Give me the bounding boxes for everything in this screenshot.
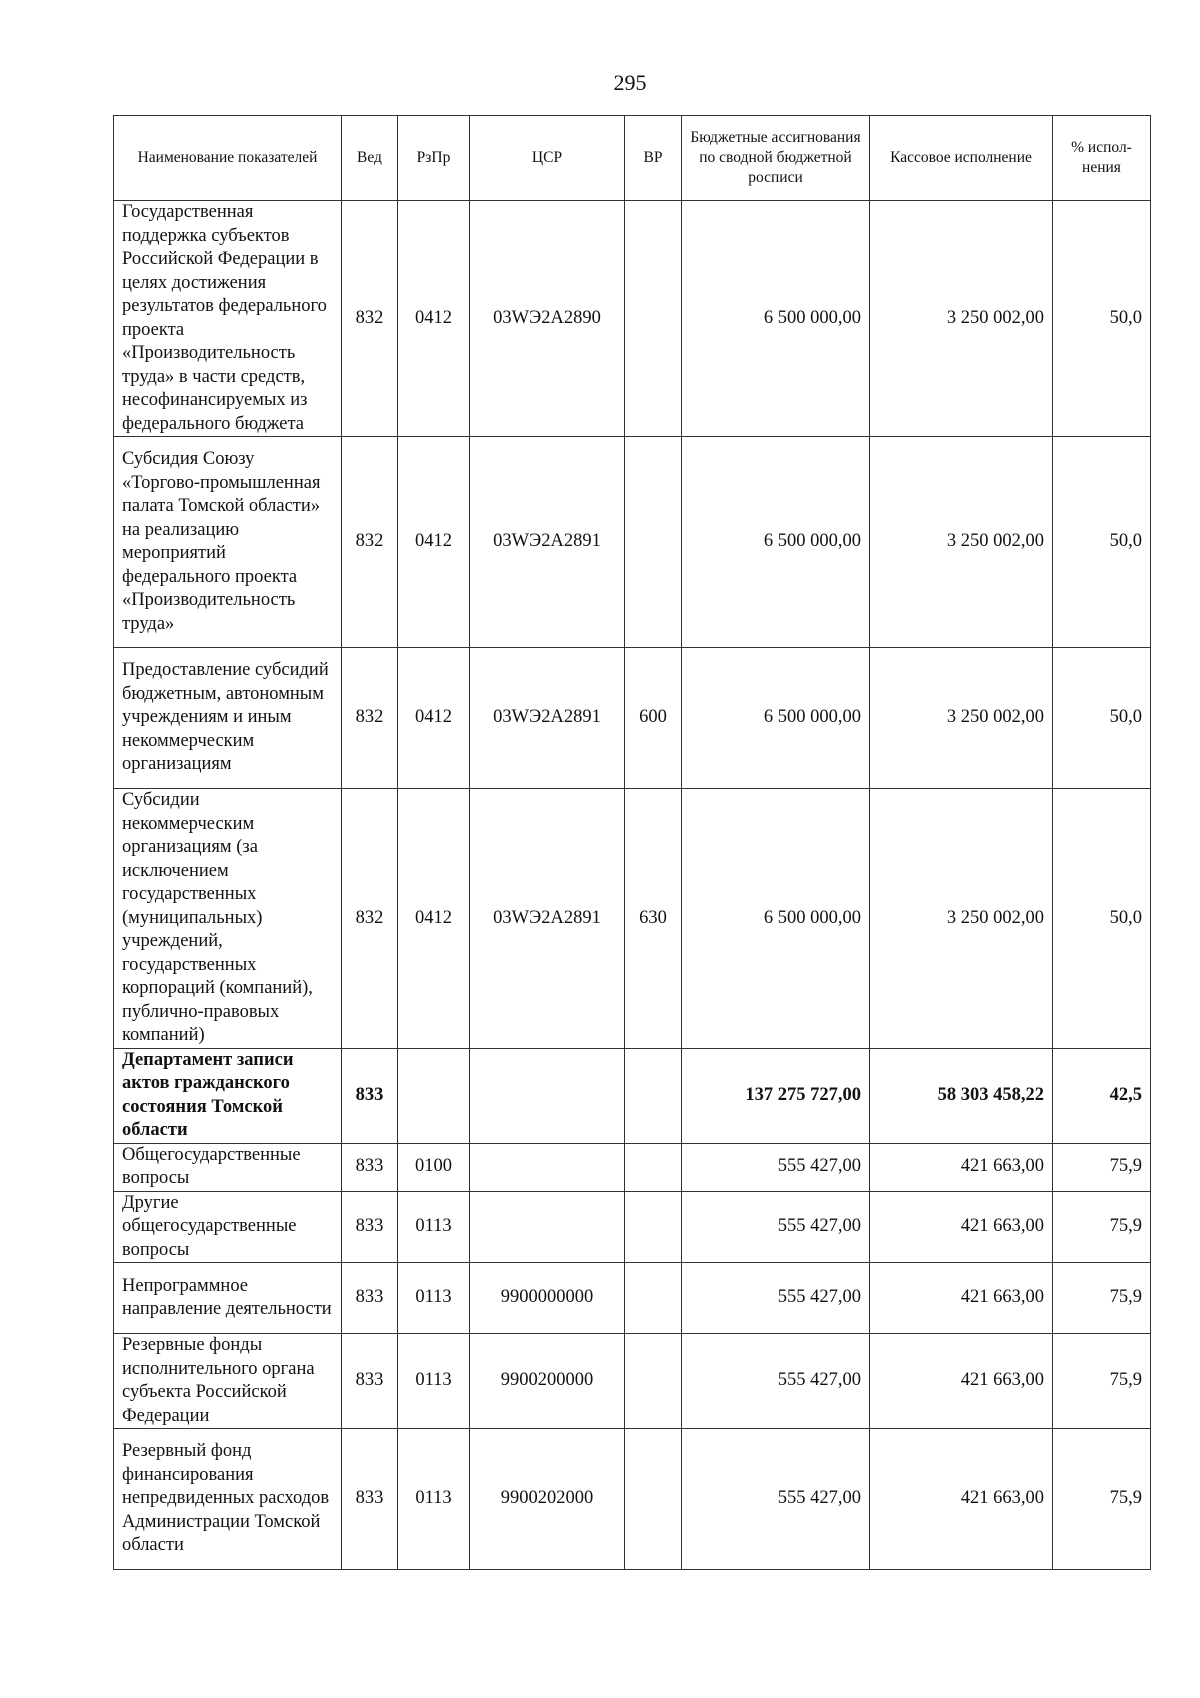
row-rzpr: 0100 — [398, 1143, 470, 1191]
row-csr: 03WЭ2А2891 — [470, 437, 625, 648]
row-budget: 6 500 000,00 — [682, 648, 870, 789]
row-csr: 9900200000 — [470, 1334, 625, 1429]
row-budget: 555 427,00 — [682, 1429, 870, 1570]
row-rzpr: 0412 — [398, 201, 470, 437]
row-ved: 832 — [342, 437, 398, 648]
row-cash: 3 250 002,00 — [870, 648, 1053, 789]
row-name: Государственная поддержка субъектов Российской Федерации в целях достижения результатов федерального проекта «Производительность труда» в части средств, несофинансируемых из федерального бюджета — [114, 201, 342, 437]
row-budget: 6 500 000,00 — [682, 789, 870, 1049]
row-ved: 832 — [342, 201, 398, 437]
row-ved: 833 — [342, 1191, 398, 1263]
table-row — [114, 1334, 1151, 1429]
row-cash: 3 250 002,00 — [870, 437, 1053, 648]
table-row — [114, 437, 1151, 648]
row-rzpr — [398, 1048, 470, 1143]
row-cash: 3 250 002,00 — [870, 789, 1053, 1049]
row-ved: 833 — [342, 1263, 398, 1334]
row-cash: 58 303 458,22 — [870, 1048, 1053, 1143]
header-cash: Кассовое исполнение — [870, 116, 1053, 201]
row-vr: 630 — [625, 789, 682, 1049]
row-pct: 50,0 — [1053, 789, 1151, 1049]
row-vr — [625, 1334, 682, 1429]
row-name: Субсидии некоммерческим организациям (за исключением государственных (муниципальных) учреждений, государственных корпораций (компаний), публично-правовых компаний) — [114, 789, 342, 1049]
row-name: Предоставление субсидий бюджетным, автономным учреждениям и иным некоммерческим организациям — [114, 648, 342, 789]
row-budget: 555 427,00 — [682, 1143, 870, 1191]
header-csr: ЦСР — [470, 116, 625, 201]
row-name: Департамент записи актов гражданского состояния Томской области — [114, 1048, 342, 1143]
row-pct: 75,9 — [1053, 1334, 1151, 1429]
row-cash: 421 663,00 — [870, 1334, 1053, 1429]
header-pct: % испол-нения — [1053, 116, 1151, 201]
header-row — [114, 116, 1151, 201]
header-rzpr: РзПр — [398, 116, 470, 201]
row-csr — [470, 1143, 625, 1191]
row-pct: 42,5 — [1053, 1048, 1151, 1143]
row-csr: 9900202000 — [470, 1429, 625, 1570]
row-vr — [625, 1429, 682, 1570]
row-vr — [625, 201, 682, 437]
row-pct: 75,9 — [1053, 1429, 1151, 1570]
row-budget: 6 500 000,00 — [682, 437, 870, 648]
row-vr — [625, 437, 682, 648]
row-pct: 50,0 — [1053, 648, 1151, 789]
row-cash: 421 663,00 — [870, 1143, 1053, 1191]
row-vr — [625, 1143, 682, 1191]
row-csr: 9900000000 — [470, 1263, 625, 1334]
row-ved: 832 — [342, 789, 398, 1049]
header-budget: Бюджетные ассигнования по сводной бюджетной росписи — [682, 116, 870, 201]
row-rzpr: 0412 — [398, 648, 470, 789]
row-vr — [625, 1263, 682, 1334]
row-cash: 3 250 002,00 — [870, 201, 1053, 437]
row-cash: 421 663,00 — [870, 1191, 1053, 1263]
page-number: 295 — [613, 70, 647, 95]
row-csr: 03WЭ2А2890 — [470, 201, 625, 437]
row-cash: 421 663,00 — [870, 1429, 1053, 1570]
row-name: Другие общегосударственные вопросы — [114, 1191, 342, 1263]
row-vr — [625, 1048, 682, 1143]
row-pct: 75,9 — [1053, 1191, 1151, 1263]
row-vr — [625, 1191, 682, 1263]
row-csr — [470, 1048, 625, 1143]
table-row — [114, 648, 1151, 789]
row-budget: 555 427,00 — [682, 1263, 870, 1334]
row-name: Непрограммное направление деятельности — [114, 1263, 342, 1334]
row-csr: 03WЭ2А2891 — [470, 648, 625, 789]
table-row — [114, 201, 1151, 437]
row-ved: 833 — [342, 1048, 398, 1143]
table-row — [114, 1143, 1151, 1191]
row-ved: 833 — [342, 1334, 398, 1429]
row-pct: 50,0 — [1053, 201, 1151, 437]
table-row — [114, 1191, 1151, 1263]
row-ved: 832 — [342, 648, 398, 789]
row-budget: 137 275 727,00 — [682, 1048, 870, 1143]
row-budget: 555 427,00 — [682, 1191, 870, 1263]
row-rzpr: 0113 — [398, 1334, 470, 1429]
budget-table — [113, 115, 1151, 1570]
row-rzpr: 0412 — [398, 437, 470, 648]
row-pct: 75,9 — [1053, 1143, 1151, 1191]
table-row — [114, 1263, 1151, 1334]
row-csr: 03WЭ2А2891 — [470, 789, 625, 1049]
row-rzpr: 0113 — [398, 1429, 470, 1570]
row-vr: 600 — [625, 648, 682, 789]
table-row — [114, 1429, 1151, 1570]
table-row — [114, 789, 1151, 1049]
row-pct: 50,0 — [1053, 437, 1151, 648]
row-name: Резервные фонды исполнительного органа субъекта Российской Федерации — [114, 1334, 342, 1429]
row-name: Резервный фонд финансирования непредвиденных расходов Администрации Томской области — [114, 1429, 342, 1570]
row-ved: 833 — [342, 1143, 398, 1191]
row-rzpr: 0412 — [398, 789, 470, 1049]
row-budget: 555 427,00 — [682, 1334, 870, 1429]
row-budget: 6 500 000,00 — [682, 201, 870, 437]
header-ved: Вед — [342, 116, 398, 201]
table-row-department — [114, 1048, 1151, 1143]
row-pct: 75,9 — [1053, 1263, 1151, 1334]
header-vr: ВР — [625, 116, 682, 201]
row-name: Общегосударственные вопросы — [114, 1143, 342, 1191]
row-ved: 833 — [342, 1429, 398, 1570]
row-cash: 421 663,00 — [870, 1263, 1053, 1334]
header-name: Наименование показателей — [114, 116, 342, 201]
row-rzpr: 0113 — [398, 1263, 470, 1334]
row-csr — [470, 1191, 625, 1263]
row-rzpr: 0113 — [398, 1191, 470, 1263]
row-name: Субсидия Союзу «Торгово-промышленная палата Томской области» на реализацию мероприятий федерального проекта «Производительность труда» — [114, 437, 342, 648]
